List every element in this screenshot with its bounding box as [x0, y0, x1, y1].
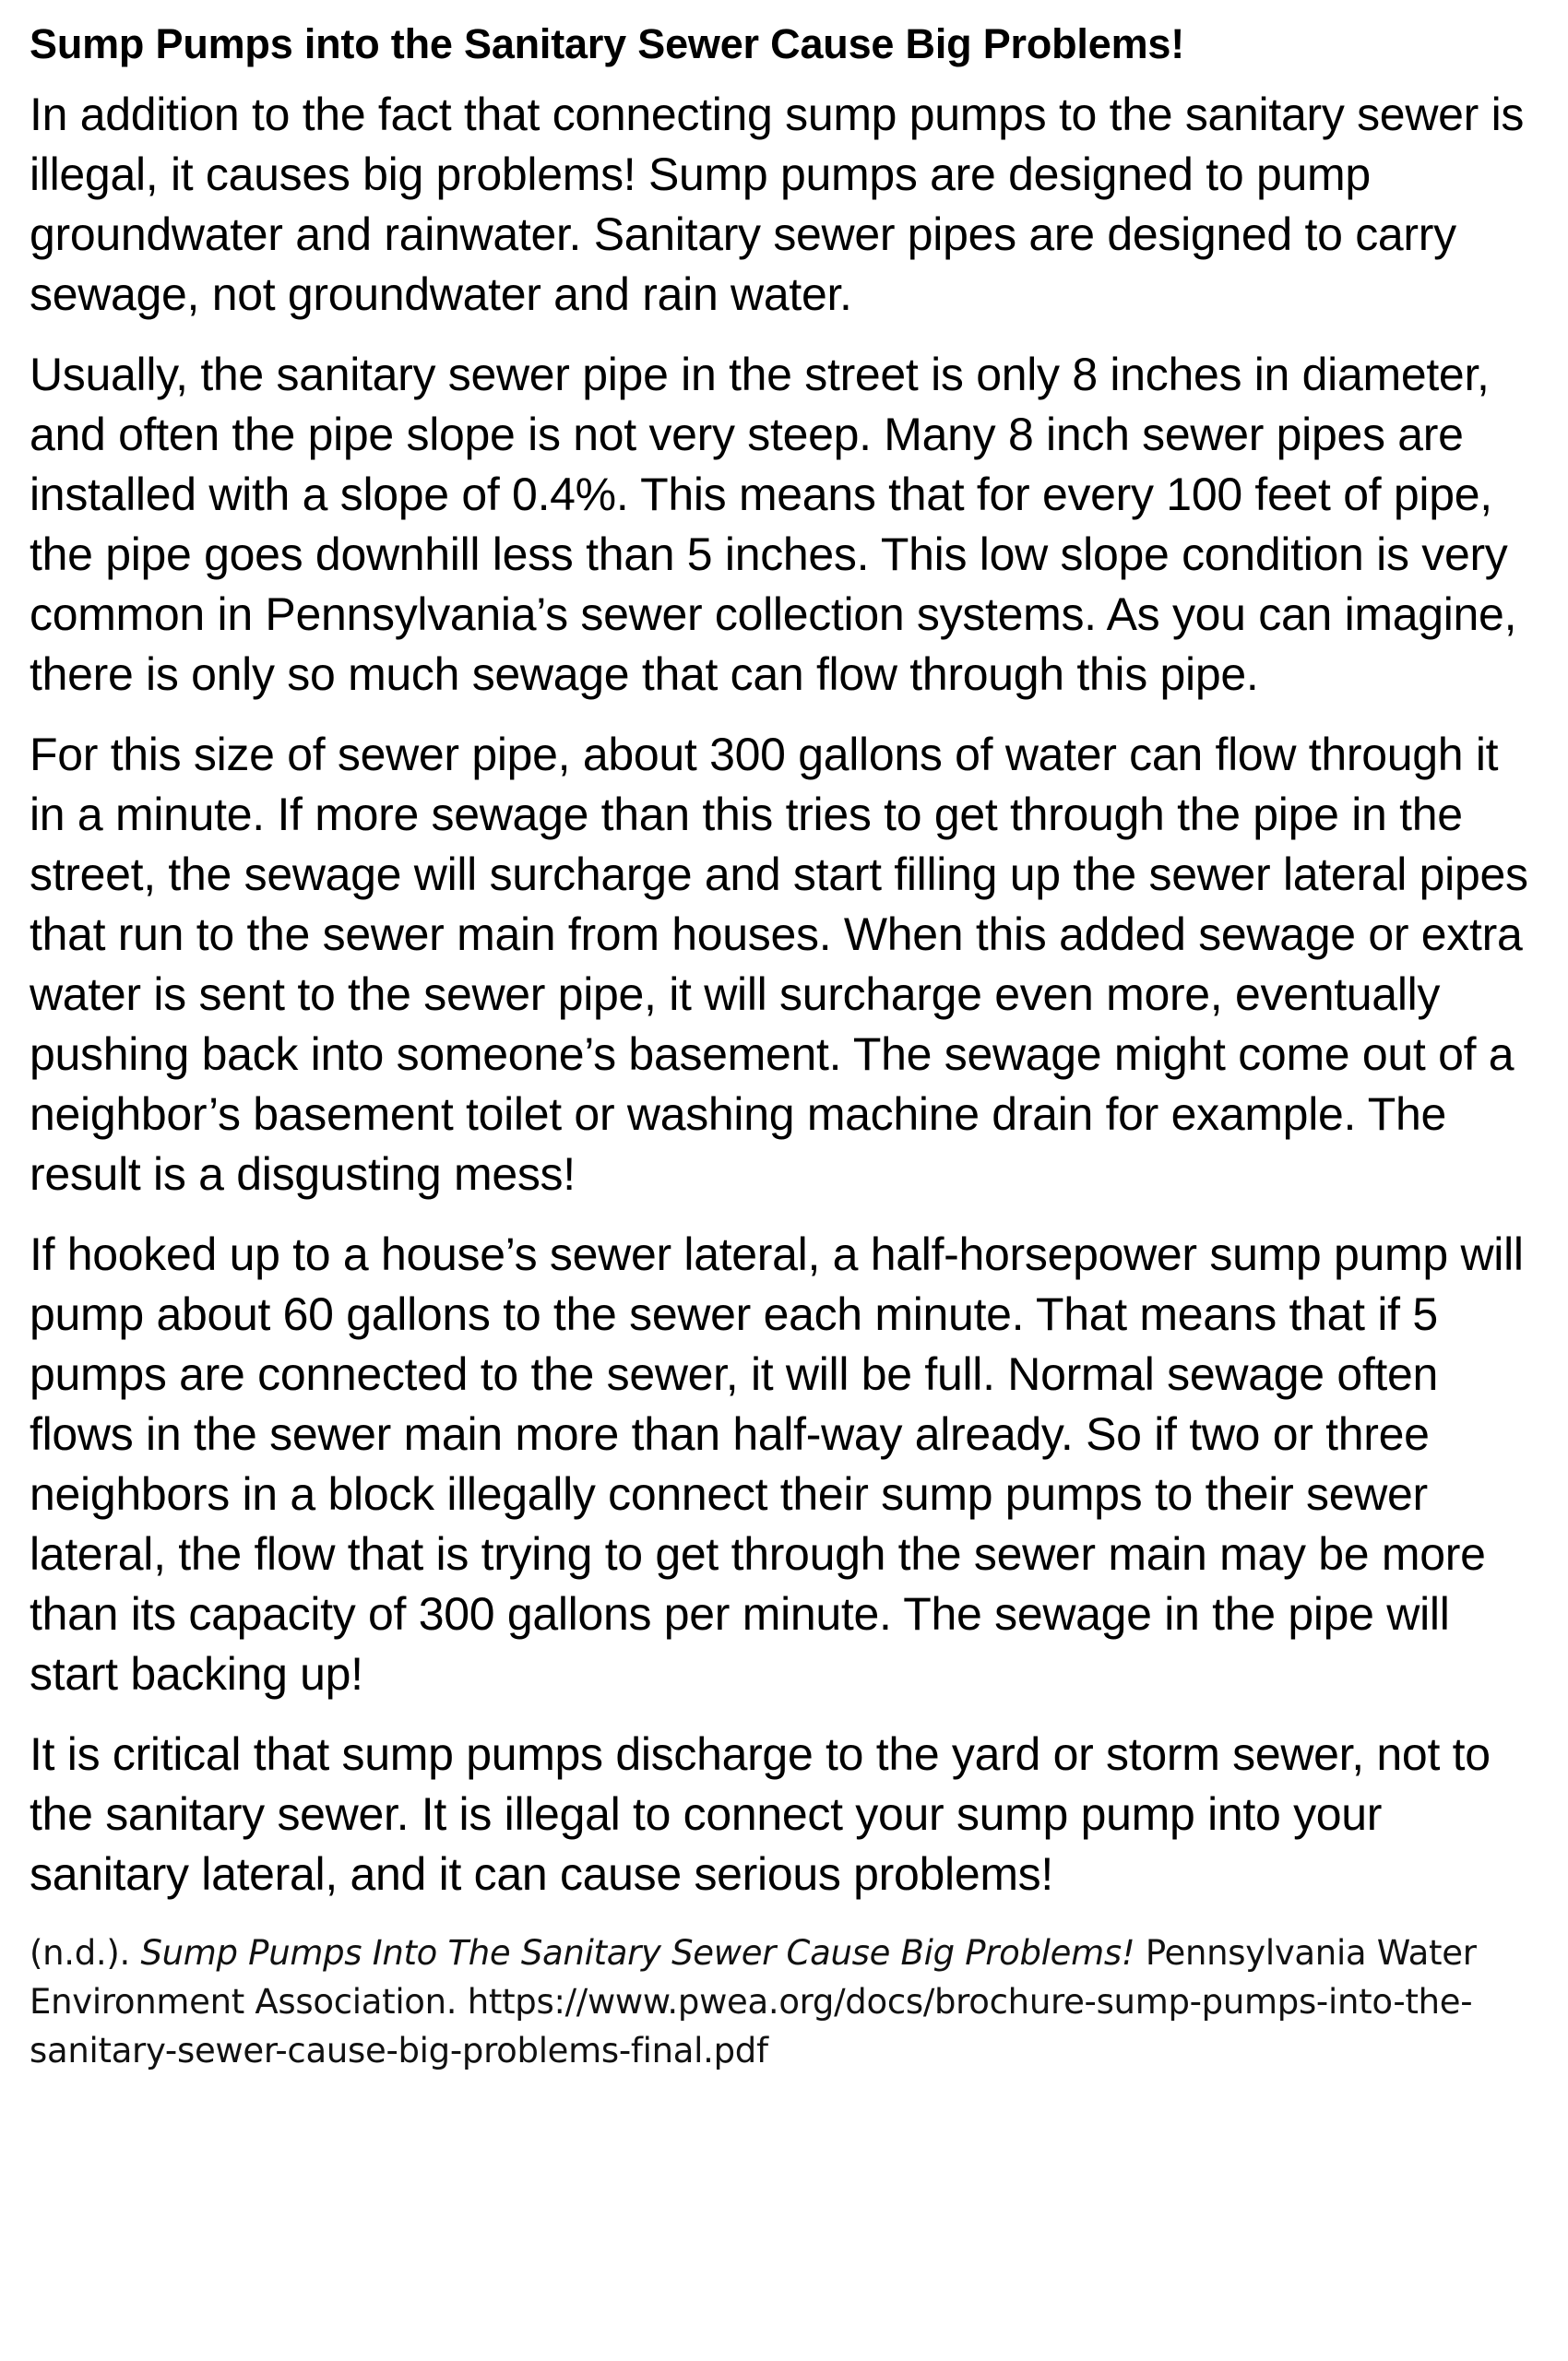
- document-page: [30, 17, 1542, 2075]
- paragraph-illegal-connection: In addition to the fact that connecting sump pumps to the sanitary sewer is illegal, it causes big problems! Sump pumps are designed to pump groundwater and rainwater. Sanitary sewer pipes are designed to carry sewage, not groundwater and rain water.: [30, 89, 1525, 320]
- citation: [30, 1928, 1542, 2075]
- citation-work-title: Sump Pumps Into The Sanitary Sewer Cause Big Problems!: [140, 1933, 1135, 1973]
- citation-publisher: Pennsylvania Water Environment Association.: [30, 1933, 1477, 2022]
- paragraph-pipe-capacity: For this size of sewer pipe, about 300 gallons of water can flow through it in a minute. If more sewage than this tries to get through the pipe in the street, the sewage will surcharge and start filling up the sewer lateral pipes that run to the sewer main from houses. When this added sewage or extra water is sent to the sewer pipe, it will surcharge even more, eventually pushing back into someone’s basement. The sewage might come out of a neighbor’s basement toilet or washing machine drain for example. The result is a disgusting mess!: [30, 729, 1528, 1200]
- paragraph-conclusion: It is critical that sump pumps discharge to the yard or storm sewer, not to the sanitary sewer. It is illegal to connect your sump pump into your sanitary lateral, and it can cause serious problems!: [30, 1728, 1491, 1900]
- paragraph-pipe-slope: Usually, the sanitary sewer pipe in the street is only 8 inches in diameter, and often the pipe slope is not very steep. Many 8 inch sewer pipes are installed with a slope of 0.4%. This means that for every 100 feet of pipe, the pipe goes downhill less than 5 inches. This low slope condition is very common in Pennsylvania’s sewer collection systems. As you can imagine, there is only so much sewage that can flow through this pipe.: [30, 349, 1517, 700]
- paragraph-sump-pump-flow: If hooked up to a house’s sewer lateral, a half-horsepower sump pump will pump about 60 gallons to the sewer each minute. That means that if 5 pumps are connected to the sewer, it will be full. Normal sewage often flows in the sewer main more than half-way already. So if two or three neighbors in a block illegally connect their sump pumps to their sewer lateral, the flow that is trying to get through the sewer main may be more than its capacity of 300 gallons per minute. The sewage in the pipe will start backing up!: [30, 1228, 1524, 1700]
- document-title: Sump Pumps into the Sanitary Sewer Cause Big Problems!: [30, 20, 1184, 67]
- citation-prefix: (n.d.).: [30, 1933, 141, 1973]
- citation-url: https://www.pwea.org/docs/brochure-sump-pumps-into-the-sanitary-sewer-cause-big-problems-final.pdf: [30, 1982, 1473, 2070]
